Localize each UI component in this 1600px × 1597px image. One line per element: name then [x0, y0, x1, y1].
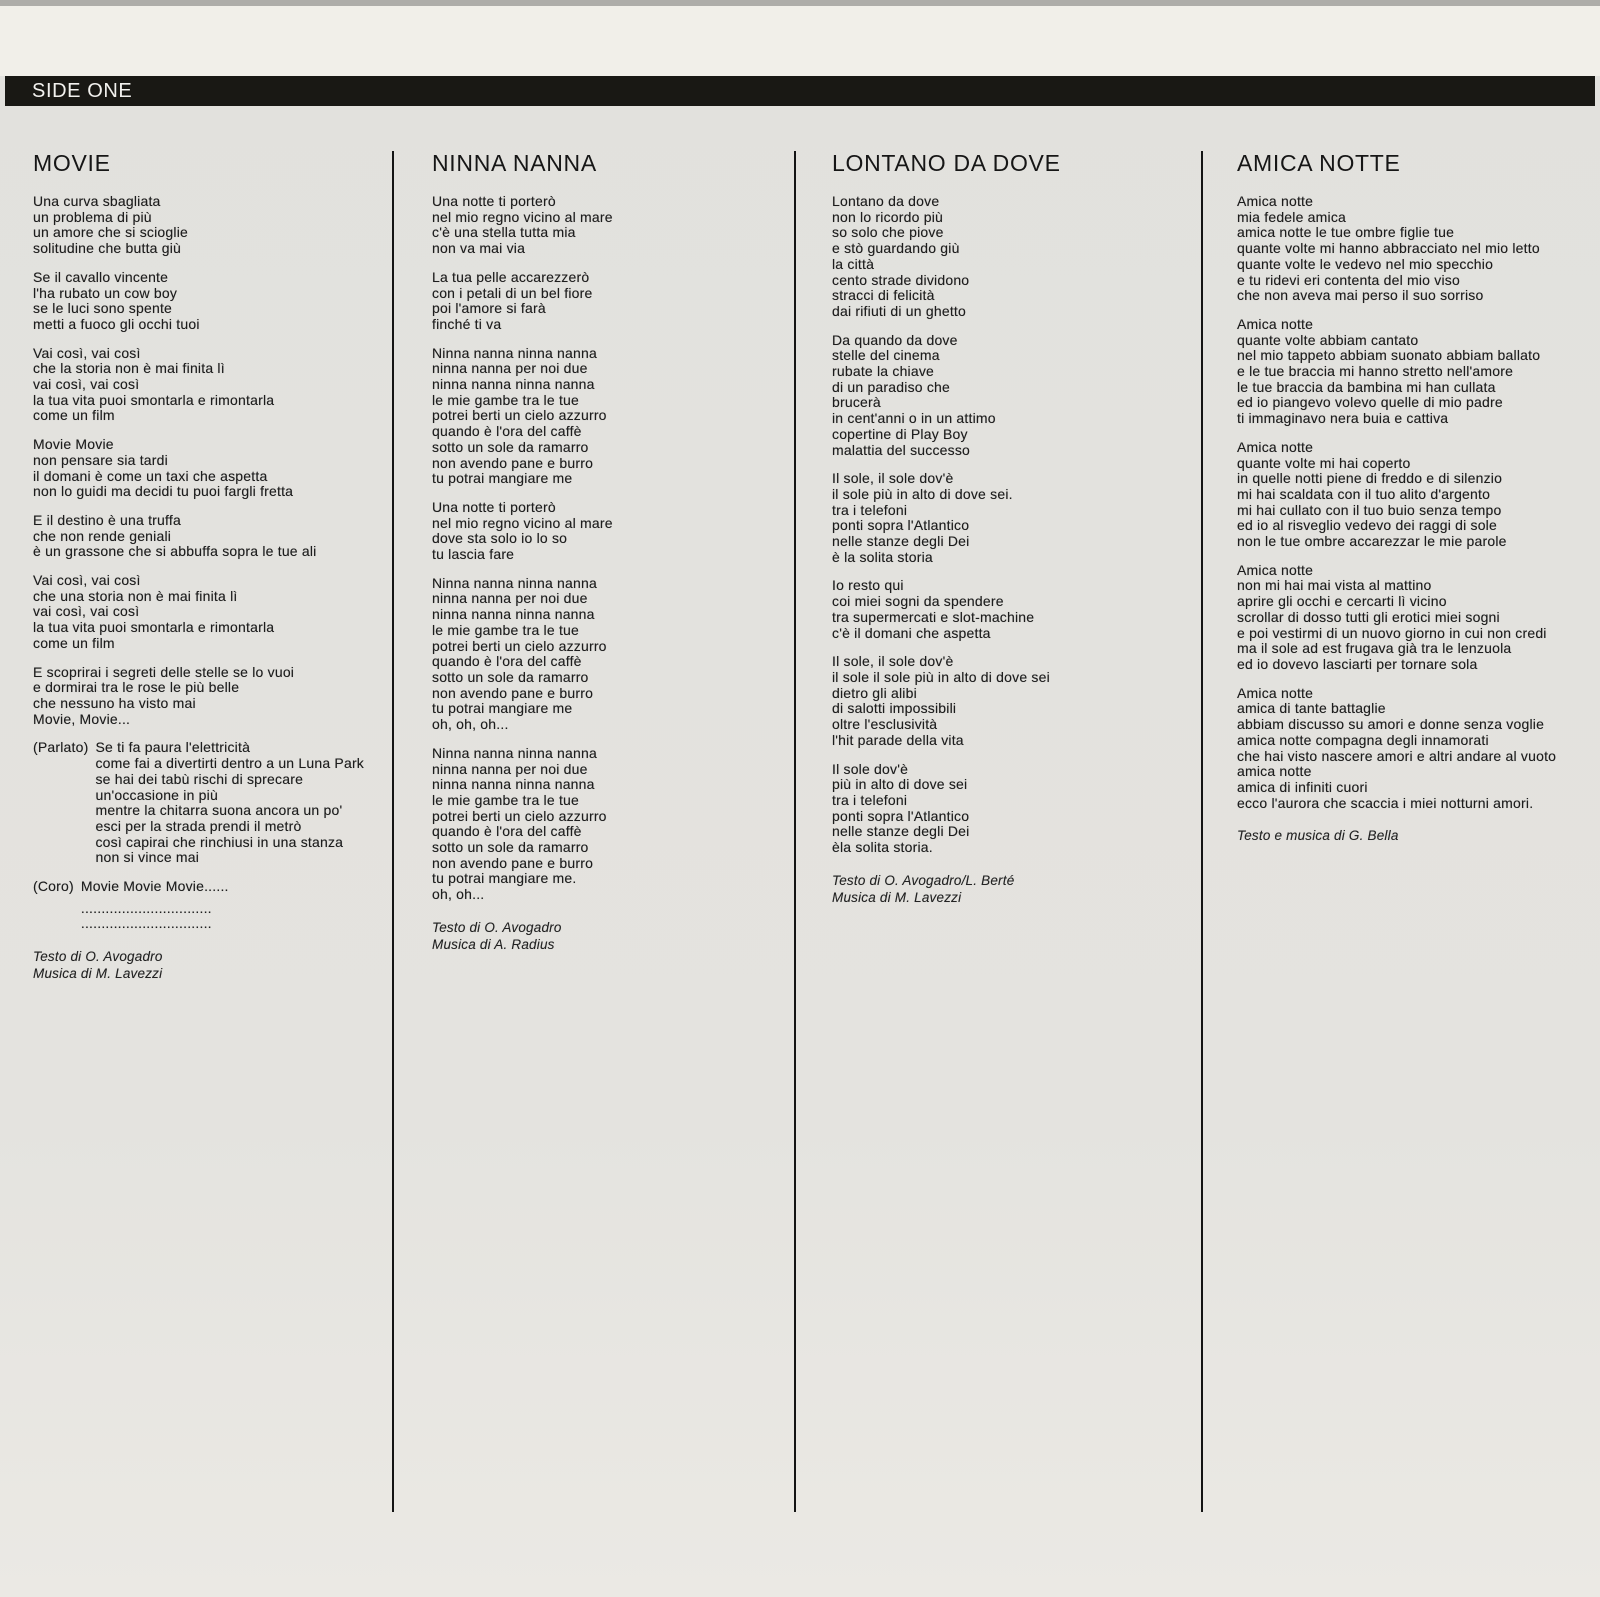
lyric-line: vai così, vai così — [33, 603, 140, 620]
lyric-line: come fai a divertirti dentro a un Luna Park — [95, 755, 365, 772]
lyric-line: sotto un sole da ramarro — [432, 839, 589, 856]
lyrics-stanza — [432, 746, 784, 903]
lyric-line: poi l'amore si farà — [432, 300, 546, 317]
side-one-label: SIDE ONE — [32, 79, 133, 102]
credit-line: Testo di O. Avogadro — [432, 919, 562, 935]
lyric-line: La tua pelle accarezzerò — [432, 268, 590, 285]
lyrics-stanza — [832, 333, 1194, 459]
lyric-line: Una curva sbagliata — [33, 193, 161, 209]
lyric-line: solitudine che butta giù — [33, 240, 182, 257]
lyrics-stanza — [1237, 686, 1592, 812]
lyric-line: stelle del cinema — [832, 347, 940, 364]
lyric-line: con i petali di un bel fiore — [432, 284, 593, 301]
lyric-line: che una storia non è mai finita lì — [33, 587, 238, 604]
lyric-line: ................................ — [80, 899, 212, 916]
lyric-line: più in alto di dove sei — [832, 776, 968, 793]
lyric-line: dove sta solo io lo so — [432, 530, 568, 547]
lyric-line: quando è l'ora del caffè — [432, 423, 582, 440]
lyrics-stanza — [832, 654, 1194, 748]
column-divider — [392, 151, 394, 1512]
lyric-line: E il destino è una truffa — [33, 511, 181, 528]
lyric-line: di un paradiso che — [832, 378, 951, 395]
lyrics-body — [33, 194, 385, 983]
lyrics-stanza — [33, 513, 385, 560]
lyric-line: nel mio tappeto abbiam suonato abbiam ballato — [1237, 347, 1541, 364]
lyric-line: la tua vita puoi smontarla e rimontarla — [33, 619, 275, 636]
credits — [832, 873, 1194, 907]
lyrics-body — [432, 194, 784, 953]
lyric-line: ecco l'aurora che scaccia i miei notturni amori. — [1237, 794, 1534, 811]
lyric-line: Movie Movie — [33, 436, 114, 453]
lyric-line: un problema di più — [33, 208, 152, 225]
lyric-line: Lontano da dove — [832, 193, 940, 209]
column-divider — [1201, 151, 1203, 1512]
song-title: AMICA NOTTE — [1237, 150, 1401, 176]
lyric-line: Il sole, il sole dov'è — [832, 470, 954, 487]
lyric-line: ma il sole ad est frugava già tra le lenzuola — [1237, 640, 1512, 657]
lyric-line: dietro gli alibi — [832, 684, 917, 701]
lyrics-stanza — [33, 194, 385, 257]
lyric-line: Una notte ti porterò — [432, 498, 556, 515]
lyric-line: non lo ricordo più — [832, 208, 943, 225]
lyric-line: tu potrai mangiare me. — [432, 870, 577, 887]
lyric-line: le mie gambe tra le tue — [432, 791, 580, 808]
lyric-line: non lo guidi ma decidi tu puoi fargli fretta — [33, 483, 294, 500]
lyric-line: e tu ridevi eri contenta del mio viso — [1237, 271, 1460, 288]
lyric-line: oh, oh... — [432, 886, 485, 903]
lyric-line: che la storia non è mai finita lì — [33, 360, 225, 377]
lyric-line: un amore che si scioglie — [33, 224, 188, 241]
lyrics-stanza — [1237, 194, 1592, 304]
lyric-line: mi hai scaldata con il tuo alito d'argento — [1237, 485, 1491, 502]
lyric-line: oltre l'esclusività — [832, 716, 938, 733]
lyric-line: il domani è come un taxi che aspetta — [33, 467, 268, 484]
lyrics-stanza — [33, 665, 385, 728]
lyric-line: l'hit parade della vita — [832, 731, 964, 748]
lyric-line: in quelle notti piene di freddo e di silenzio — [1237, 470, 1503, 487]
lyric-line: amica di infiniti cuori — [1237, 778, 1368, 795]
lyric-line: vai così, vai così — [33, 376, 140, 393]
lyric-line: aprire gli occhi e cercarti lì vicino — [1237, 593, 1447, 610]
lyrics-stanza — [1237, 317, 1592, 427]
lyric-line: nelle stanze degli Dei — [832, 533, 970, 550]
lyric-line: quante volte mi hai coperto — [1237, 454, 1411, 471]
lyric-line: tu lascia fare — [432, 546, 515, 563]
lyric-line: E scoprirai i segreti delle stelle se lo vuoi — [33, 663, 295, 680]
lyrics-body — [1237, 194, 1592, 845]
credit-line: Testo e musica di G. Bella — [1237, 828, 1399, 844]
lyrics-stanza — [33, 437, 385, 500]
lyric-line: ninna nanna per noi due — [432, 360, 588, 377]
lyric-line: ninna nanna ninna nanna — [432, 776, 595, 793]
column-divider — [794, 151, 796, 1512]
lyric-line: Da quando da dove — [832, 331, 958, 348]
lyric-line: la città — [832, 255, 875, 272]
lyric-line: e dormirai tra le rose le più belle — [33, 679, 240, 696]
lyric-line: scrollar di dosso tutti gli erotici miei sogni — [1237, 608, 1500, 625]
lyric-line: che nessuno ha visto mai — [33, 694, 196, 711]
lyric-line: c'è il domani che aspetta — [832, 624, 991, 641]
lyric-line: rubate la chiave — [832, 363, 935, 380]
lyric-line: c'è una stella tutta mia — [432, 224, 576, 241]
lyrics-stanza — [432, 346, 784, 487]
lyric-line: che hai visto nascere amori e altri andare al vuoto — [1237, 747, 1557, 764]
lyric-line: non avendo pane e burro — [432, 684, 594, 701]
stanza-lines — [81, 879, 385, 932]
lyric-line: amica notte compagna degli innamorati — [1237, 731, 1489, 748]
credit-line: Musica di M. Lavezzi — [832, 889, 962, 905]
lyric-line: oh, oh, oh... — [432, 716, 509, 733]
lyric-line: copertine di Play Boy — [832, 425, 968, 442]
stanza-lines — [95, 740, 385, 866]
lyric-line: ponti sopra l'Atlantico — [832, 517, 970, 534]
lyric-line: come un film — [33, 634, 115, 651]
lyric-line: èla solita storia. — [832, 839, 933, 856]
lyric-line: nel mio regno vicino al mare — [432, 208, 613, 225]
lyric-line: ninna nanna per noi due — [432, 760, 588, 777]
lyric-line: l'ha rubato un cow boy — [33, 284, 178, 301]
lyric-line: tra i telefoni — [832, 791, 908, 808]
lyric-line: amica notte le tue ombre figlie tue — [1237, 224, 1455, 241]
lyrics-column-lontano-da-dove — [832, 150, 1194, 906]
lyric-line: quando è l'ora del caffè — [432, 653, 582, 670]
lyric-line: Vai così, vai così — [33, 572, 141, 589]
sleeve-top-margin — [0, 0, 1600, 76]
lyric-line: ninna nanna ninna nanna — [432, 606, 595, 623]
lyric-line: potrei berti un cielo azzurro — [432, 407, 607, 424]
lyric-line: Se il cavallo vincente — [33, 268, 169, 285]
stanza-label: (Parlato) — [33, 739, 89, 756]
lyric-line: ed io piangevo volevo quelle di mio padre — [1237, 394, 1503, 411]
lyric-line: Movie Movie Movie...... — [80, 878, 229, 895]
lyric-line: non pensare sia tardi — [33, 451, 168, 468]
lyric-line: ti immaginavo nera buia e cattiva — [1237, 410, 1449, 427]
lyrics-stanza — [432, 500, 784, 563]
lyric-line: sotto un sole da ramarro — [432, 668, 589, 685]
lyric-line: tra supermercati e slot-machine — [832, 608, 1035, 625]
lyric-line: come un film — [33, 407, 115, 424]
lyrics-stanza — [33, 573, 385, 652]
credit-line: Musica di A. Radius — [432, 936, 555, 952]
lyric-line: Il sole, il sole dov'è — [832, 653, 954, 670]
lyrics-stanza — [832, 194, 1194, 320]
lyrics-stanza — [33, 346, 385, 425]
credits — [1237, 828, 1592, 845]
lyrics-stanza — [832, 762, 1194, 856]
lyric-line: Se ti fa paura l'elettricità — [95, 739, 251, 756]
lyrics-stanza — [33, 740, 385, 866]
lyric-line: Movie, Movie... — [33, 710, 131, 727]
lyric-line: il sole il sole più in alto di dove sei — [832, 668, 1050, 685]
lyrics-stanza — [33, 879, 385, 932]
lyric-line: e poi vestirmi di un nuovo giorno in cui non credi — [1237, 624, 1547, 641]
lyric-line: tra i telefoni — [832, 501, 908, 518]
lyric-line: che non aveva mai perso il suo sorriso — [1237, 287, 1484, 304]
lyric-line: Amica notte — [1237, 684, 1314, 701]
lyric-line: e stò guardando giù — [832, 240, 960, 257]
lyric-line: Ninna nanna ninna nanna — [432, 744, 597, 761]
lyrics-stanza — [1237, 440, 1592, 550]
lyric-line: potrei berti un cielo azzurro — [432, 637, 607, 654]
lyric-line: Il sole dov'è — [832, 760, 909, 777]
credit-line: Testo di O. Avogadro — [33, 949, 163, 965]
lyric-line: abbiam discusso su amori e donne senza voglie — [1237, 716, 1545, 733]
lyric-line: nelle stanze degli Dei — [832, 823, 970, 840]
scan-edge — [0, 0, 1600, 6]
lyric-line: Amica notte — [1237, 438, 1314, 455]
lyric-line: ed io al risveglio vedevo dei raggi di sole — [1237, 517, 1497, 534]
lyrics-column-ninna-nanna — [432, 150, 784, 953]
lyrics-stanza — [832, 578, 1194, 641]
lyrics-stanza — [832, 471, 1194, 565]
lyric-line: è la solita storia — [832, 548, 933, 565]
lyric-line: Amica notte — [1237, 193, 1314, 209]
lyric-line: e le tue braccia mi hanno stretto nell'amore — [1237, 363, 1514, 380]
stanza-label: (Coro) — [33, 878, 74, 895]
lyric-line: ninna nanna per noi due — [432, 590, 588, 607]
lyric-line: Ninna nanna ninna nanna — [432, 574, 597, 591]
lyric-line: non va mai via — [432, 240, 526, 257]
lyrics-column-movie — [33, 150, 385, 983]
lyric-line: non avendo pane e burro — [432, 454, 594, 471]
song-title: NINNA NANNA — [432, 150, 597, 176]
side-one-header-bar — [5, 76, 1595, 106]
song-title: MOVIE — [33, 150, 111, 176]
lyric-line: Io resto qui — [832, 577, 904, 594]
lyric-line: le tue braccia da bambina mi han cullata — [1237, 378, 1496, 395]
lyrics-stanza — [432, 270, 784, 333]
lyric-line: Amica notte — [1237, 561, 1314, 578]
lyric-line: malattia del successo — [832, 441, 971, 458]
lyric-line: cento strade dividono — [832, 271, 970, 288]
credits — [432, 920, 784, 954]
lyric-line: ................................ — [80, 915, 212, 932]
lyric-line: se le luci sono spente — [33, 300, 173, 317]
lyric-line: che non rende geniali — [33, 527, 172, 544]
lyric-line: Amica notte — [1237, 315, 1314, 332]
credits — [33, 949, 385, 983]
lyric-line: non le tue ombre accarezzar le mie parole — [1237, 533, 1507, 550]
lyric-line: metti a fuoco gli occhi tuoi — [33, 315, 200, 332]
lyrics-stanza — [432, 576, 784, 733]
lyric-line: il sole più in alto di dove sei. — [832, 485, 1013, 502]
lyric-line: non avendo pane e burro — [432, 854, 594, 871]
lyric-line: ponti sopra l'Atlantico — [832, 807, 970, 824]
lyric-line: mentre la chitarra suona ancora un po' — [95, 802, 343, 819]
lyric-line: è un grassone che si abbuffa sopra le tue ali — [33, 543, 317, 560]
credit-line: Musica di M. Lavezzi — [33, 965, 163, 981]
lyric-line: Vai così, vai così — [33, 344, 141, 361]
lyric-line: un'occasione in più — [95, 786, 218, 803]
lyric-line: tu potrai mangiare me — [432, 700, 573, 717]
lyrics-body — [832, 194, 1194, 906]
lyric-line: mia fedele amica — [1237, 208, 1347, 225]
lyric-line: brucerà — [832, 394, 881, 411]
lyric-line: nel mio regno vicino al mare — [432, 514, 613, 531]
lyric-line: di salotti impossibili — [832, 700, 957, 717]
lyric-line: Una notte ti porterò — [432, 193, 556, 209]
lyric-line: le mie gambe tra le tue — [432, 391, 580, 408]
lyric-line: ninna nanna ninna nanna — [432, 376, 595, 393]
lyric-line: ed io dovevo lasciarti per tornare sola — [1237, 655, 1478, 672]
lyric-line: sotto un sole da ramarro — [432, 438, 589, 455]
lyric-line: in cent'anni o in un attimo — [832, 410, 996, 427]
lyric-line: finché ti va — [432, 315, 502, 332]
credit-line: Testo di O. Avogadro/L. Berté — [832, 872, 1015, 888]
lyric-line: amica di tante battaglie — [1237, 700, 1386, 717]
lyric-line: se hai dei tabù rischi di sprecare — [95, 770, 304, 787]
song-title: LONTANO DA DOVE — [832, 150, 1061, 176]
lyric-line: stracci di felicità — [832, 287, 935, 304]
lyric-line: mi hai cullato con il tuo buio senza tempo — [1237, 501, 1502, 518]
lyric-line: le mie gambe tra le tue — [432, 621, 580, 638]
lyrics-stanza — [1237, 563, 1592, 673]
lyrics-stanza — [432, 194, 784, 257]
lyric-line: la tua vita puoi smontarla e rimontarla — [33, 391, 275, 408]
lyric-line: non mi hai mai vista al mattino — [1237, 577, 1432, 594]
lyric-line: quando è l'ora del caffè — [432, 823, 582, 840]
lyric-line: so solo che piove — [832, 224, 944, 241]
lyric-line: coi miei sogni da spendere — [832, 593, 1004, 610]
lyric-line: quante volte le vedevo nel mio specchio — [1237, 255, 1494, 272]
lyric-line: così capirai che rinchiusi in una stanza — [95, 833, 344, 850]
lyric-line: quante volte mi hanno abbracciato nel mio letto — [1237, 240, 1540, 257]
lyric-line: tu potrai mangiare me — [432, 470, 573, 487]
lyric-line: amica notte — [1237, 763, 1312, 780]
lyric-line: quante volte abbiam cantato — [1237, 331, 1419, 348]
lyric-line: esci per la strada prendi il metrò — [95, 817, 302, 834]
lyric-line: non si vince mai — [95, 849, 200, 866]
lyric-line: dai rifiuti di un ghetto — [832, 302, 966, 319]
lyrics-column-amica-notte — [1237, 150, 1592, 845]
lyric-line: potrei berti un cielo azzurro — [432, 807, 607, 824]
lyrics-stanza — [33, 270, 385, 333]
lyric-line: Ninna nanna ninna nanna — [432, 344, 597, 361]
